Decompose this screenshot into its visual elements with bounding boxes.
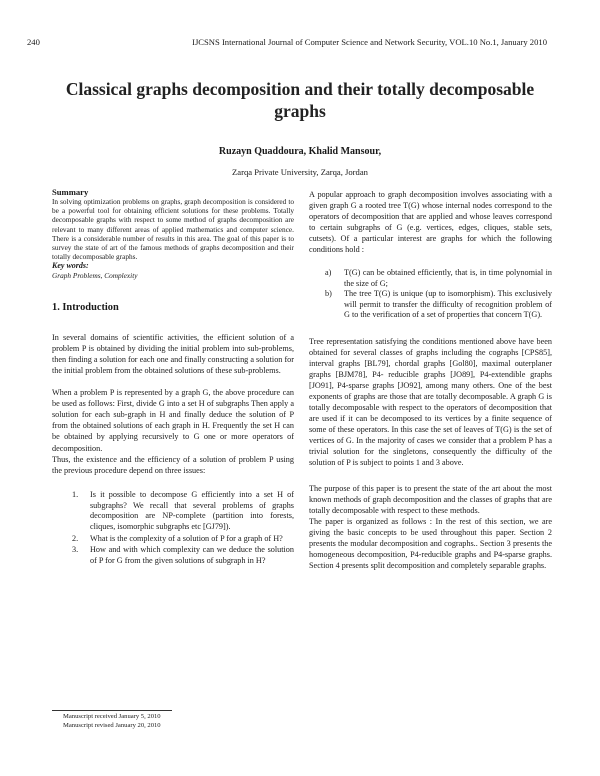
right-paragraph-1: A popular approach to graph decomposition involves associating with a given graph G a rooted tree T(G) whose internal nodes correspond to the operators of decomposition that are applied and whose leaves correspond to certain subgraphs of G (e.g. vertices, edges, cliques, stable sets, cutsets). Of a particular interest are graphs for which the following conditions hold : — [309, 190, 552, 254]
left-column — [52, 187, 294, 567]
conditions-list — [309, 268, 552, 321]
intro-paragraph-2: When a problem P is represented by a graph G, the above procedure can be used as follows: First, divide G into a set H of subgraphs Then apply a solution for each sub-graph in H and finally deduce the solution of P from the obtained solutions of each graph in H. Frequently the set H can be obtained by applying recursively to G one or more operators of decomposition. — [52, 387, 294, 453]
affiliation: Zarqa Private University, Zarqa, Jordan — [232, 167, 368, 177]
journal-title: IJCSNS International Journal of Computer Science and Network Security, VOL.10 No.1, January 2010 — [192, 37, 547, 47]
page-number: 240 — [27, 37, 40, 47]
list-item: a) T(G) can be obtained efficiently, that is, in time polynomial in the size of G; — [325, 268, 552, 288]
list-item: 2. What is the complexity of a solution of P for a graph of H? — [72, 533, 283, 543]
list-item: 3. How and with which complexity can we deduce the solution of P for G from the given solutions of subgraph in H? — [72, 545, 294, 565]
keywords-heading: Key words: — [52, 261, 89, 271]
right-column — [309, 189, 552, 571]
authors: Ruzayn Quaddoura, Khalid Mansour, — [218, 146, 382, 157]
paper-title: Classical graphs decomposition and their totally decomposable graphs — [65, 79, 535, 121]
list-item: 1. Is it possible to decompose G efficiently into a set H of subgraphs? We recall that several problems of graphs decomposition are NP-complete (partition into forests, cliques, isomorphic subgraphs etc [GJ79]). — [72, 490, 294, 531]
footnote-divider — [52, 710, 172, 711]
intro-paragraph-3: Thus, the existence and the efficiency of a solution of problem P using the previous procedure depend on three issues: — [52, 454, 294, 475]
right-paragraph-2: Tree representation satisfying the conditions mentioned above have been obtained for several classes of graphs including the cographs [CPS85], interval graphs [BL79], chordal graphs [Gol80], maximal outerplaner graphs [BJM78], P4- reducible graphs [JO89], P4-extendible graphs [JO91], P4-sparse graphs [JO92], among many others. One of the best exponents of graphs are those that are totally decomposable. A graph G is totally decomposable with respect to the operators of decomposition that are used if it can be decomposed to its vertices by a finite sequence of some of these operators. In this case the set of leaves of T(G) is the set of vertices of G. In the majority of cases we consider that a problem P has a trivial solution for the singletons, consequently the difficulty of the solution of P is subject to points 1 and 3 above. — [309, 336, 552, 467]
issues-list — [52, 490, 294, 566]
right-paragraph-4: The paper is organized as follows : In the rest of this section, we are giving the basic concepts to be used throughout this paper. Section 2 presents the modular decomposition and cographs.. Section 3 presents the homogeneous decomposition, P4-reducible graphs and P4-sparse graphs. Section 4 presents split decomposition and completely separable graphs. — [309, 516, 552, 570]
right-paragraph-3: The purpose of this paper is to present the state of the art about the most known methods of graph decomposition and the classes of graphs that are totally decomposable with respect to these methods. — [309, 483, 552, 515]
running-header — [27, 37, 547, 47]
intro-paragraph-1: In several domains of scientific activities, the efficient solution of a problem P is obtained by dividing the initial problem into sub-problems, then finding a solution for each one and finally constructing a solution for the initial problem from the obtained solutions of these sub-problems. — [52, 332, 294, 376]
list-item: b) The tree T(G) is unique (up to isomorphism). This exclusively will permit to transfer the difficulty of recognition problem of G to the verification of a set of properties that concern T(G). — [325, 289, 552, 320]
footnote-revised: Manuscript revised January 20, 2010 — [63, 722, 161, 729]
abstract-text: In solving optimization problems on graphs, graph decomposition is considered to be a powerful tool for obtaining efficient solutions for these problems. Totally decomposable graphs with respect to some method of graphs decomposition are relevant to many different areas of applied mathematics and computer science. There is a considerable number of results in this area. The goal of this paper is to survey the state of art of the famous methods of graphs decomposition and their totally decomposable graphs. — [52, 197, 294, 262]
section-heading-introduction: 1. Introduction — [52, 302, 119, 314]
footnote-received: Manuscript received January 5, 2010 — [63, 713, 161, 720]
keywords: Graph Problems, Complexity — [52, 271, 138, 281]
summary-heading: Summary — [52, 187, 89, 197]
